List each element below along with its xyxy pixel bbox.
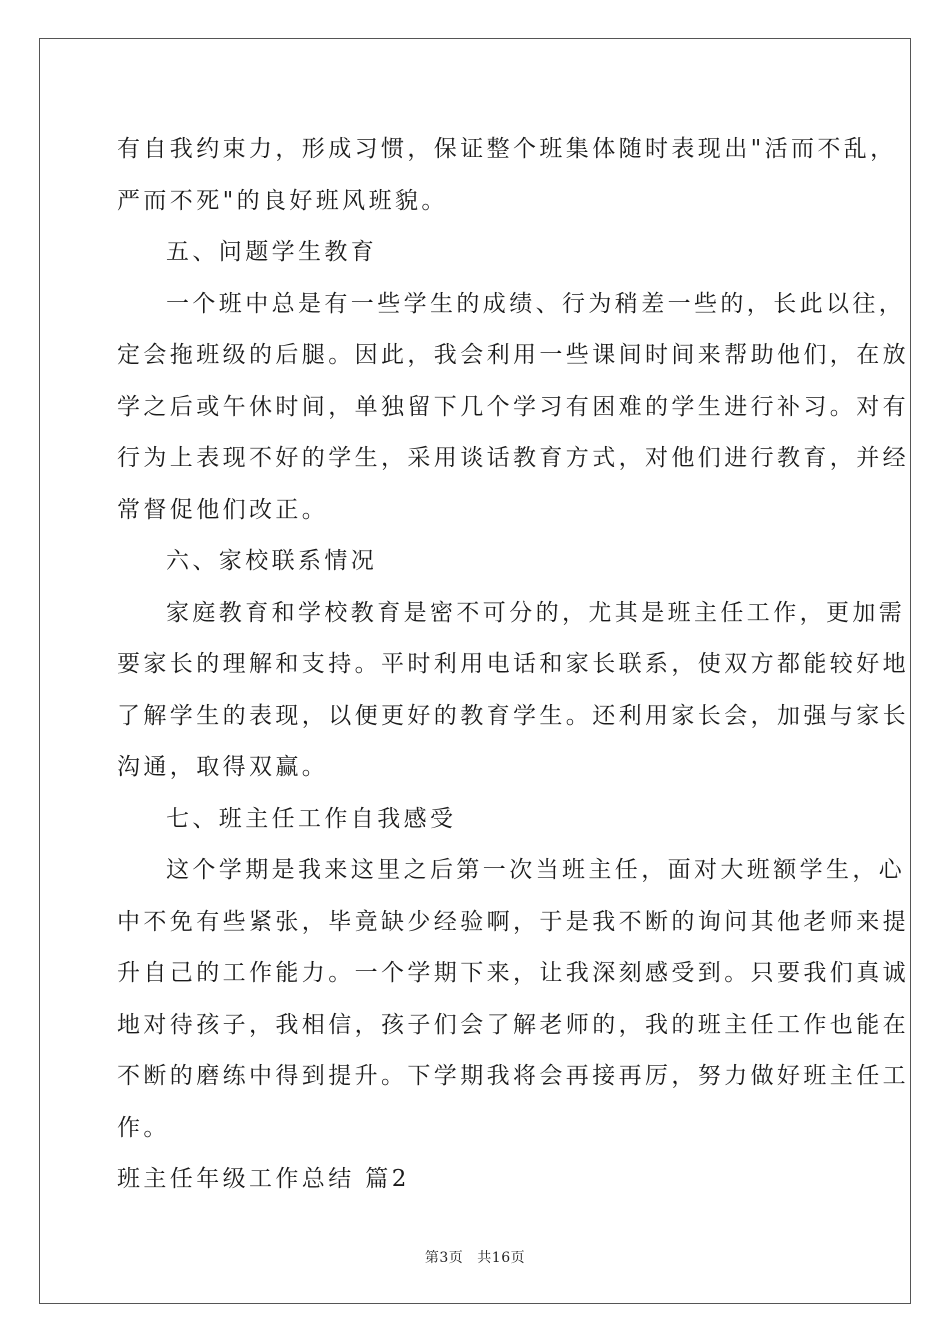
text-line: 不断的磨练中得到提升。下学期我将会再接再厉，努力做好班主任工 — [117, 1063, 909, 1089]
text-line: 行为上表现不好的学生，采用谈话教育方式，对他们进行教育，并经 — [117, 445, 909, 471]
text-line: 常督促他们改正。 — [117, 496, 329, 523]
page-footer — [0, 1247, 950, 1267]
text-line: 七、班主任工作自我感受 — [166, 805, 457, 832]
text-line: 五、问题学生教育 — [166, 239, 378, 265]
document-body — [117, 124, 909, 1206]
text-line: 要家长的理解和支持。平时利用电话和家长联系，使双方都能较好地 — [117, 651, 909, 677]
text-line: 这个学期是我来这里之后第一次当班主任，面对大班额学生，心 — [166, 857, 906, 883]
text-line: 作。 — [117, 1114, 170, 1141]
text-line: 班主任年级工作总结 篇2 — [117, 1166, 410, 1192]
text-line: 家庭教育和学校教育是密不可分的，尤其是班主任工作，更加需 — [166, 599, 906, 626]
page-number: 第3页 — [424, 1250, 464, 1266]
text-line: 地对待孩子，我相信，孩子们会了解老师的，我的班主任工作也能在 — [117, 1011, 909, 1038]
text-line: 六、家校联系情况 — [166, 548, 378, 574]
text-line: 有自我约束力，形成习惯，保证整个班集体随时表现出"活而不乱， — [117, 136, 897, 162]
text-line: 中不免有些紧张，毕竟缺少经验啊，于是我不断的询问其他老师来提 — [117, 908, 909, 935]
text-line: 沟通，取得双赢。 — [117, 754, 329, 780]
text-line: 定会拖班级的后腿。因此，我会利用一些课间时间来帮助他们，在放 — [117, 342, 909, 368]
text-line: 学之后或午休时间，单独留下几个学习有困难的学生进行补习。对有 — [117, 393, 909, 420]
text-line: 一个班中总是有一些学生的成绩、行为稍差一些的，长此以往， — [166, 290, 906, 317]
page-total: 共16页 — [477, 1250, 526, 1266]
text-line: 严而不死"的良好班风班貌。 — [117, 187, 448, 214]
text-line: 升自己的工作能力。一个学期下来，让我深刻感受到。只要我们真诚 — [117, 960, 909, 986]
text-line: 了解学生的表现，以便更好的教育学生。还利用家长会，加强与家长 — [117, 702, 909, 729]
